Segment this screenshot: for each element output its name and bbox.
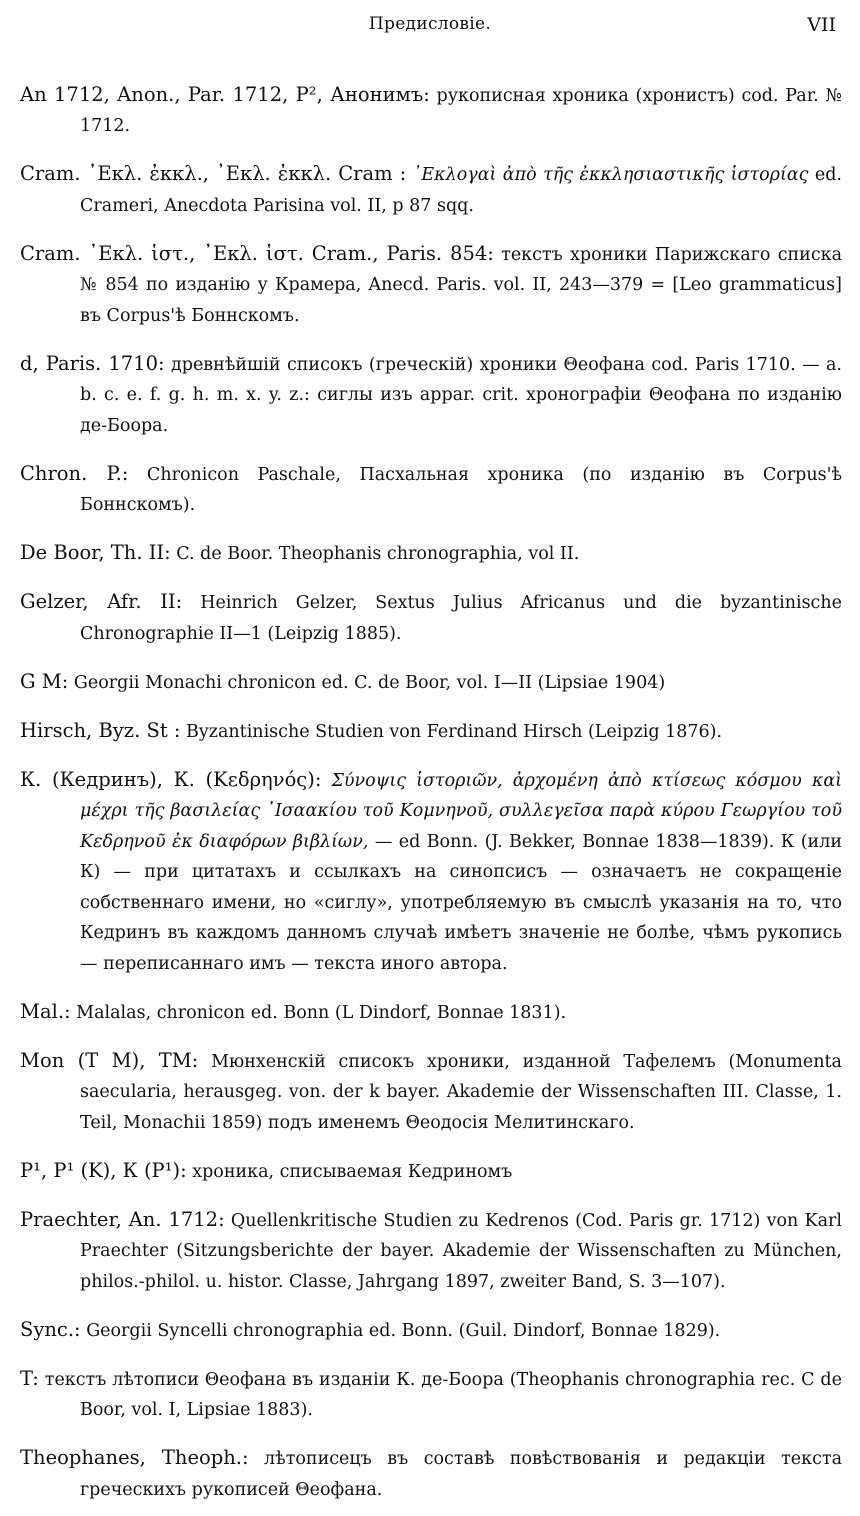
entry-description: Georgii Syncelli chronographia ed. Bonn. (Guil. Dindorf, Bonnae 1829). (80, 1320, 721, 1341)
abbreviation-entry (20, 538, 842, 570)
abbreviation-entry (20, 1205, 842, 1298)
entry-abbreviation: An 1712, Anon., Par. 1712, P², Анонимъ: (20, 82, 430, 106)
abbreviation-entry (20, 459, 842, 521)
entry-description: древнѣйшій списокъ (греческій) хроники Θеофана cod. Paris 1710. — a. b. c. e. f. g. h. m. x. y. z.: сиглы изъ appar. crit. хронографіи Θеофана по изданію де-Боора. (80, 354, 842, 436)
entry-description: Malalas, chronicon ed. Bonn (L Dindorf, Bonnae 1831). (70, 1002, 567, 1023)
entry-description: Мюнхенскій списокъ хроники, изданной Тафелемъ (Monumenta saecularia, herausgeg. von. der k bayer. Akademie der Wissenschaften III. Classe, 1. Teil, Monachii 1859) подъ именемъ Θеодосія Мелитинскаго. (80, 1051, 842, 1133)
entry-greek-title: ᾿Εκλογαὶ ἀπὸ τῆς ἐκκλησιαστικῆς ἱστορίας (406, 165, 809, 185)
page-number: VII (807, 14, 836, 36)
entry-description: Heinrich Gelzer, Sextus Julius Africanus und die byzantinische Chronographie II—1 (Leipzig 1885). (80, 593, 842, 644)
entry-description: Chronicon Paschale, Пасхальная хроника (по изданію въ Corpus'ѣ Боннскомъ). (80, 464, 842, 515)
abbreviation-entry (20, 1443, 842, 1505)
abbreviation-entry (20, 1315, 842, 1347)
entry-description: Quellenkritische Studien zu Kedrenos (Cod. Paris gr. 1712) von Karl Praechter (Sitzungsberichte der bayer. Akademie der Wissenschaften zu München, philos.-philol. u. histor. Classe, Jahrgang 1897, zweiter Band, S. 3—107). (80, 1210, 842, 1292)
entry-description: текстъ лѣтописи Θеофана въ изданіи К. де-Боора (Theophanis chronographia rec. C de Boor, vol. I, Lipsiae 1883). (38, 1369, 842, 1420)
abbreviation-entry (20, 349, 842, 442)
entry-abbreviation: Theophanes, Theoph.: (20, 1446, 249, 1469)
entry-abbreviation: De Boor, Th. II: (20, 541, 171, 564)
entry-description: C. de Boor. Theophanis chronographia, vol II. (170, 544, 580, 564)
abbreviation-entry (20, 1046, 842, 1139)
abbreviation-entry (20, 587, 842, 649)
entry-abbreviation: Chron. P.: (20, 461, 129, 485)
abbreviation-entry (20, 1364, 842, 1426)
entry-description: Georgii Monachi chronicon ed. C. de Boor, vol. I—II (Lipsiae 1904) (68, 672, 666, 693)
entry-abbreviation: Mon (T M), TM: (20, 1048, 199, 1072)
abbreviations-list (20, 62, 842, 1516)
entry-abbreviation: Sync.: (20, 1317, 81, 1341)
entry-description: — ed Bonn. (J. Bekker, Bonnae 1838—1839). К (или К) — при цитатахъ и ссылкахъ на синопсисъ — означаетъ не сокращеніе собственнаго имени, но «сиглу», употребляемую въ смыслѣ указанія на то, что Кедринъ въ каждомъ данномъ случаѣ имѣетъ значеніе не болѣе, чѣмъ рукопись — переписаннаго имъ — текста иного автора. (80, 831, 842, 974)
entry-description: лѣтописецъ въ составѣ повѣствованія и редакціи текста греческихъ рукописей Θеофана. (80, 1449, 843, 1500)
entry-abbreviation: Hirsch, Byz. St : (20, 718, 181, 742)
page-title: Предисловіе. (368, 14, 492, 34)
entry-description: текстъ хроники Парижскаго списка № 854 по изданію у Крамера, Anecd. Paris. vol. II, 243—379 = [Leo grammaticus] въ Corpus'ѣ Боннскомъ. (80, 244, 843, 326)
abbreviation-entry (20, 80, 842, 142)
entry-greek-title: Σύνοψις ἱστοριῶν, ἀρχομένη ἀπὸ κτίσεως κόσμου καὶ μέχρι τῆς βασιλείας ᾿Ισαακίου τοῦ Κομνηνοῦ, συλλεγεῖσα παρὰ κύρου Γεωργίου τοῦ Κεδρηνοῦ ἐκ διαφόρων βιβλίων, (80, 770, 843, 852)
entry-description: Byzantinische Studien von Ferdinand Hirsch (Leipzig 1876). (180, 721, 723, 742)
entry-abbreviation: Cram. ᾿Εκλ. ἐκκλ., ᾿Εκλ. ἐκκλ. Cram : (20, 162, 407, 185)
entry-abbreviation: G M: (20, 669, 69, 693)
abbreviation-entry (20, 1156, 842, 1188)
abbreviation-entry (20, 997, 842, 1029)
abbreviation-entry (20, 765, 842, 980)
abbreviation-entry (20, 159, 842, 221)
entry-abbreviation: Praechter, An. 1712: (20, 1207, 225, 1231)
abbreviation-entry (20, 239, 842, 332)
entry-abbreviation: К. (Кедринъ), К. (Κεδρηνός): (20, 767, 322, 791)
entry-abbreviation: Gelzer, Afr. II: (20, 590, 183, 613)
abbreviation-entry (20, 716, 842, 748)
entry-abbreviation: P¹, P¹ (K), К (P¹): (20, 1158, 187, 1182)
abbreviation-entry (20, 667, 842, 699)
page-header (0, 14, 860, 54)
entry-abbreviation: Mal.: (20, 999, 71, 1023)
entry-abbreviation: Cram. ᾿Εκλ. ἱστ., ᾿Εκλ. ἱστ. Cram., Paris. 854: (20, 241, 494, 265)
entry-description: хроника, списываемая Кедриномъ (186, 1161, 513, 1182)
entry-abbreviation: d, Paris. 1710: (20, 351, 165, 375)
entry-abbreviation: T: (20, 1366, 39, 1390)
entry-description: рукописная хроника (хронистъ) cod. Par. № 1712. (80, 85, 842, 136)
entry-description: ed. Crameri, Anecdota Parisina vol. II, p 87 sqq. (80, 165, 842, 216)
